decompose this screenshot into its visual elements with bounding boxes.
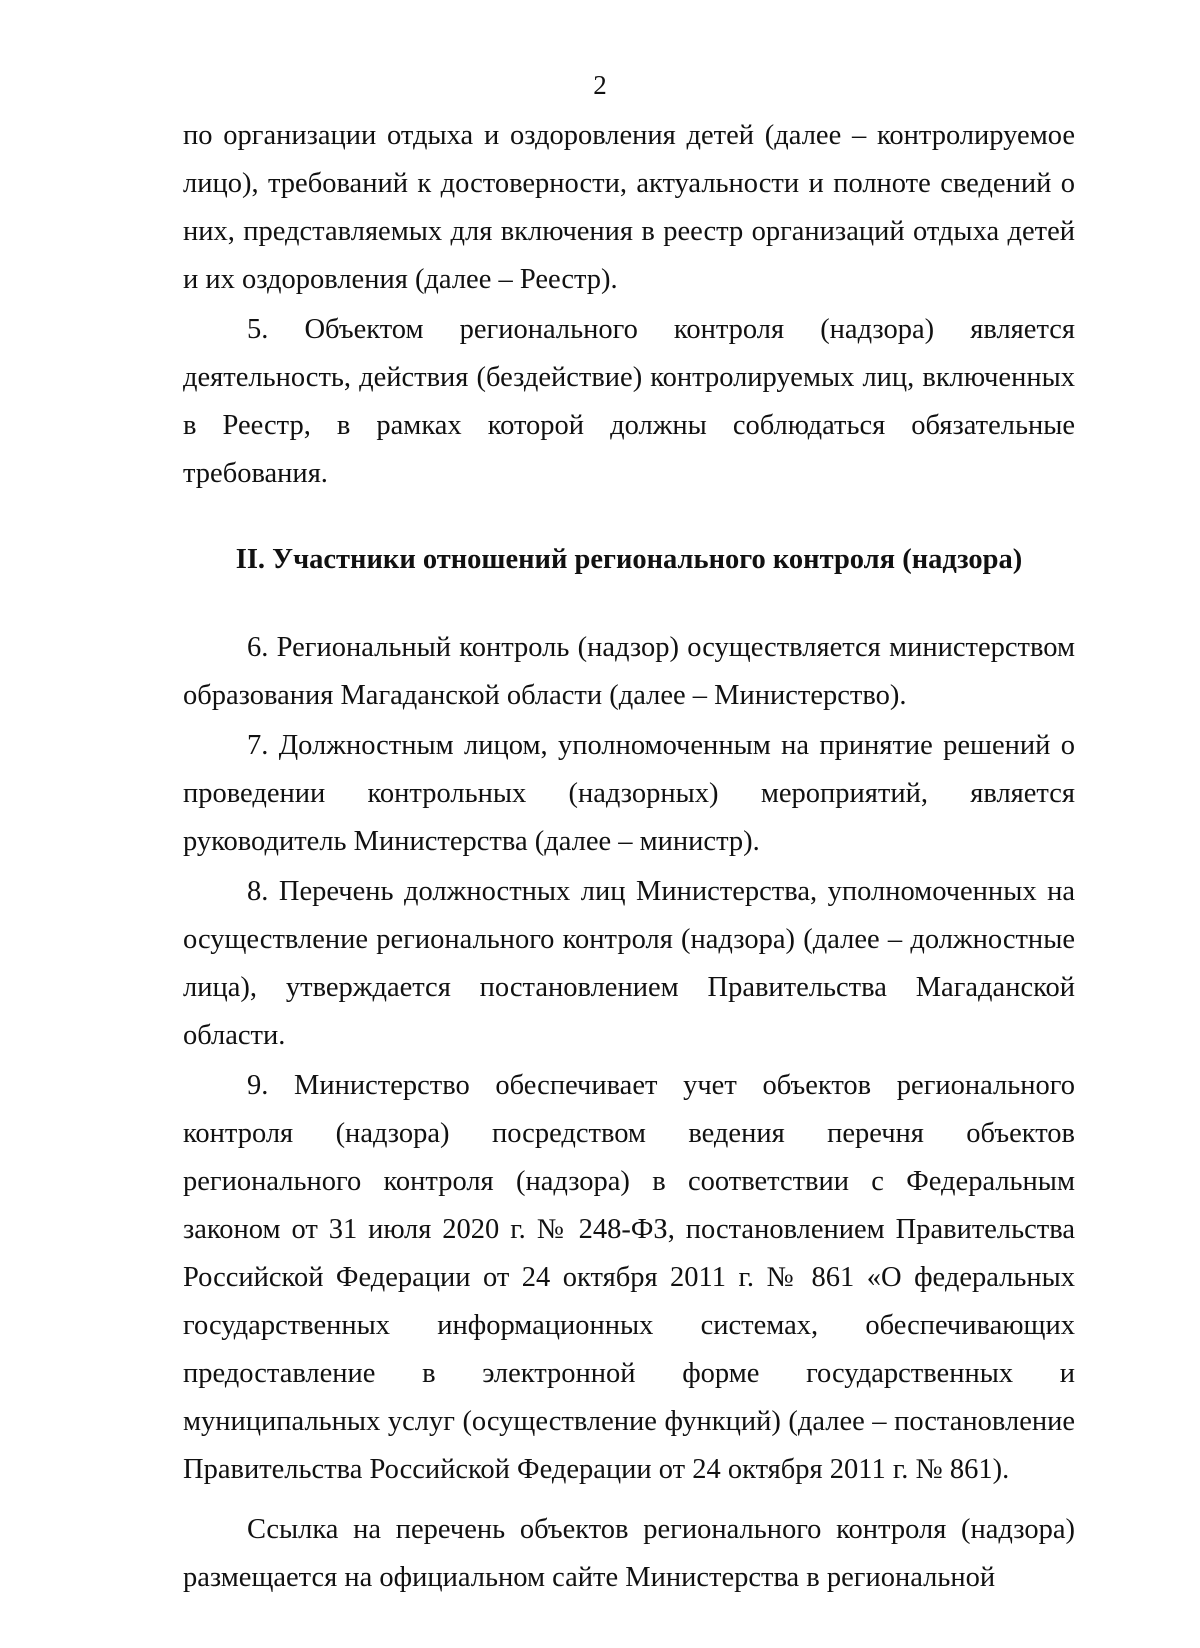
page-number: 2	[593, 70, 607, 100]
document-body	[183, 112, 1075, 1602]
paragraph-item-9: 9. Министерство обеспечивает учет объектов регионального контроля (надзора) посредством ведения перечня объектов регионального контроля (надзора) в соответствии с Федеральным законом от 31 июля 2020 г. № 248-ФЗ, постановлением Правительства Российской Федерации от 24 октября 2011 г. № 861 «О федеральных государственных информационных системах, обеспечивающих предоставление в электронной форме государственных и муниципальных услуг (осуществление функций) (далее – постановление Правительства Российской Федерации от 24 октября 2011 г. № 861).	[183, 1070, 1075, 1485]
section-heading: II. Участники отношений регионального контроля (надзора)	[235, 544, 1023, 575]
paragraph-link-note: Ссылка на перечень объектов регионального контроля (надзора) размещается на официальном сайте Министерства в региональной	[183, 1514, 1075, 1593]
paragraph-item-8: 8. Перечень должностных лиц Министерства, уполномоченных на осуществление регионального контроля (надзора) (далее – должностные лица), утверждается постановлением Правительства Магаданской области.	[183, 876, 1075, 1051]
paragraph-continuation: по организации отдыха и оздоровления детей (далее – контролируемое лицо), требований к достоверности, актуальности и полноте сведений о них, представляемых для включения в реестр организаций отдыха детей и их оздоровления (далее – Реестр).	[183, 120, 1075, 295]
paragraph-item-6: 6. Региональный контроль (надзор) осуществляется министерством образования Магаданской области (далее – Министерство).	[183, 632, 1075, 711]
paragraph-item-5: 5. Объектом регионального контроля (надзора) является деятельность, действия (бездействие) контролируемых лиц, включенных в Реестр, в рамках которой должны соблюдаться обязательные требования.	[183, 314, 1075, 489]
paragraph-item-7: 7. Должностным лицом, уполномоченным на принятие решений о проведении контрольных (надзорных) мероприятий, является руководитель Министерства (далее – министр).	[183, 730, 1075, 857]
